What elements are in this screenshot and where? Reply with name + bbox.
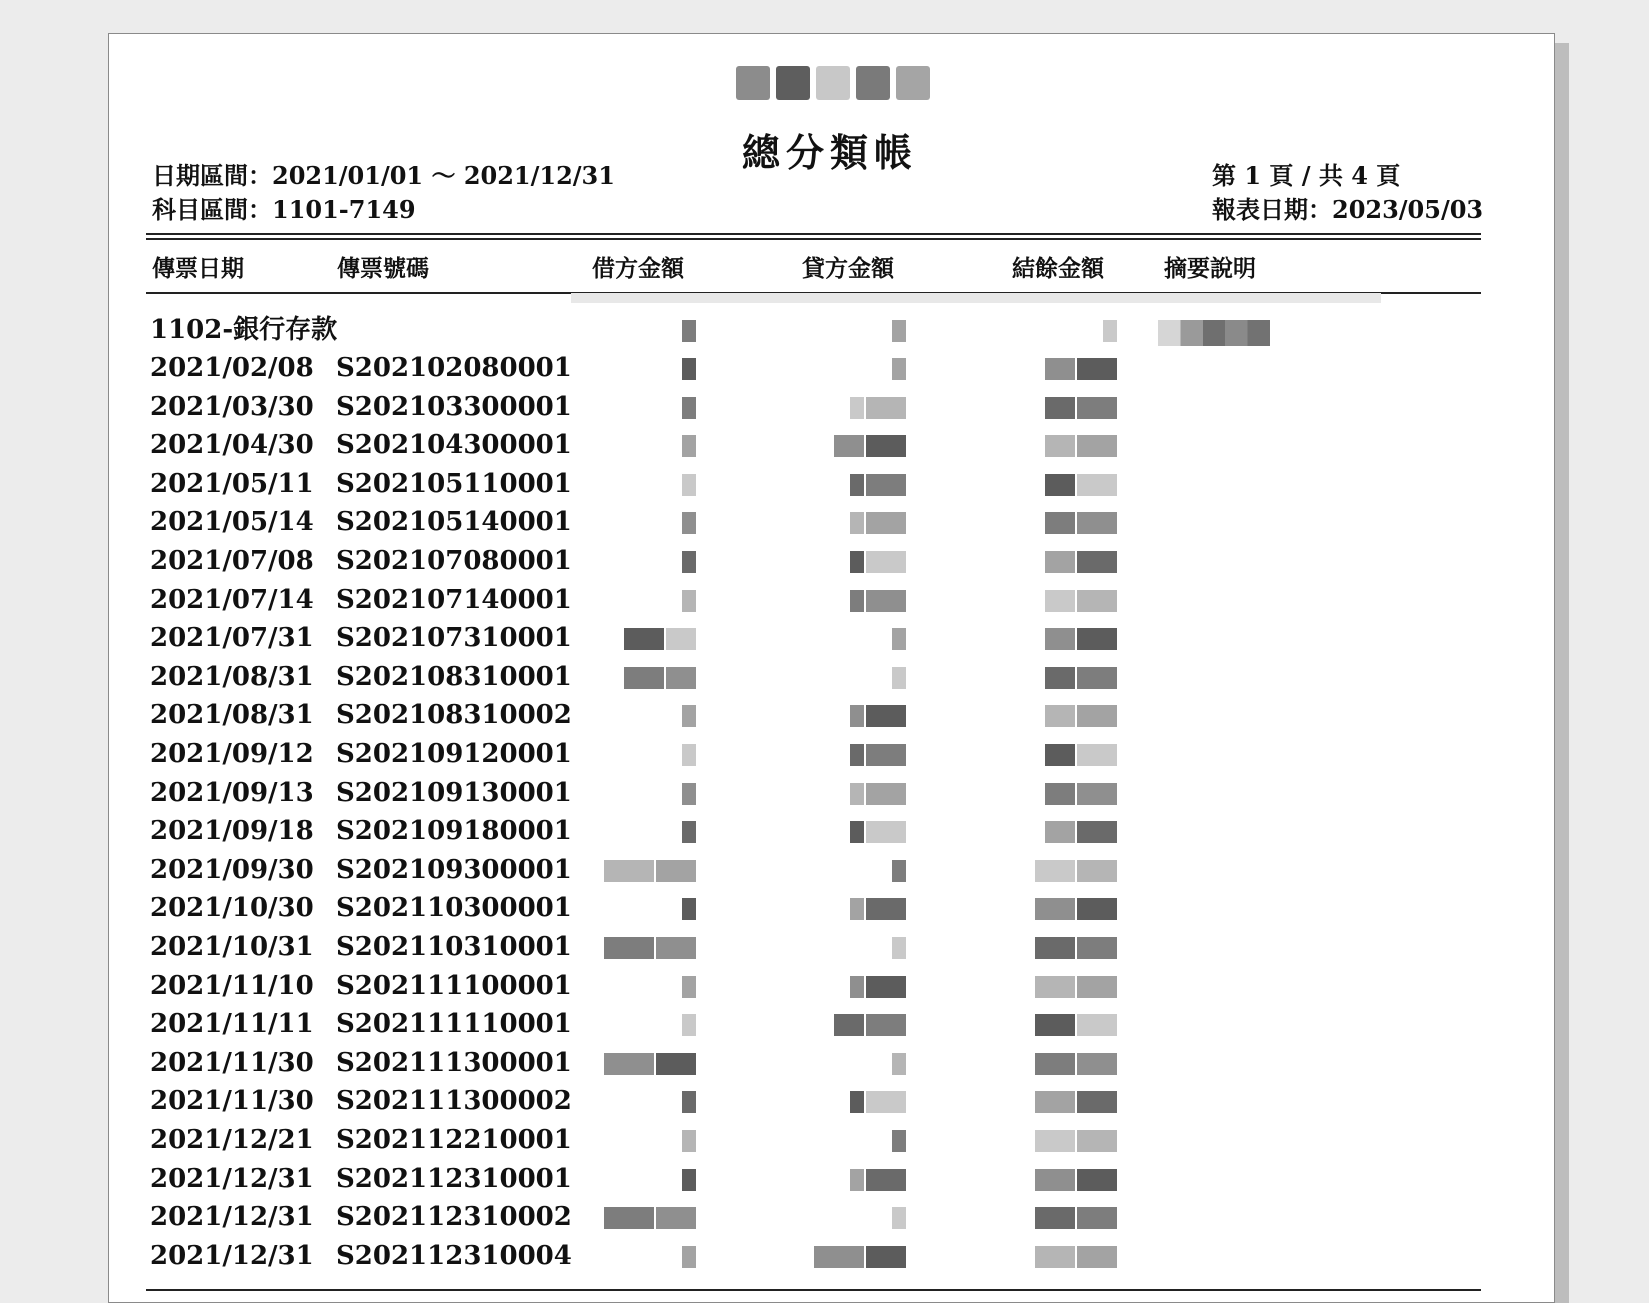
credit-amount-redacted — [834, 435, 906, 457]
voucher-number: S202112210001 — [336, 1125, 572, 1155]
report-title: 總分類帳 — [741, 130, 918, 175]
table-row — [0, 581, 1447, 619]
credit-amount-redacted — [892, 358, 906, 380]
credit-amount-redacted — [892, 1053, 906, 1075]
table-row — [0, 774, 1447, 812]
voucher-number: S202105110001 — [336, 468, 572, 499]
voucher-date: 2021/03/30 — [150, 391, 314, 422]
balance-amount-redacted — [1045, 474, 1117, 496]
credit-amount-redacted — [850, 590, 906, 612]
voucher-number: S202109300001 — [336, 854, 572, 885]
balance-amount-redacted — [1103, 320, 1117, 342]
debit-amount-redacted — [604, 1207, 696, 1229]
table-row — [0, 1005, 1447, 1043]
debit-amount-redacted — [682, 512, 696, 534]
debit-amount-redacted — [682, 821, 696, 843]
balance-amount-redacted — [1035, 1091, 1117, 1113]
voucher-number: S202110310001 — [336, 932, 572, 962]
table-row — [0, 349, 1447, 387]
table-row — [0, 658, 1447, 696]
voucher-number: S202111300002 — [336, 1086, 572, 1117]
debit-amount-redacted — [682, 551, 696, 573]
voucher-number: S202109130001 — [336, 777, 572, 808]
table-row — [0, 388, 1447, 426]
table-row — [0, 1082, 1447, 1120]
debit-amount-redacted — [682, 397, 696, 419]
voucher-date: 2021/09/18 — [150, 816, 314, 847]
debit-amount-redacted — [604, 1053, 696, 1075]
voucher-date: 2021/07/14 — [150, 584, 314, 615]
table-row — [0, 542, 1447, 580]
voucher-date: 2021/08/31 — [150, 700, 314, 731]
column-header-memo: 摘要說明 — [1164, 255, 1256, 282]
debit-amount-redacted — [682, 705, 696, 727]
voucher-number: S202104300001 — [336, 430, 572, 461]
voucher-number: S202108310002 — [336, 700, 572, 731]
credit-amount-redacted — [850, 397, 906, 419]
company-name-redacted — [720, 62, 945, 104]
balance-amount-redacted — [1045, 435, 1117, 457]
voucher-date: 2021/07/08 — [150, 546, 314, 576]
debit-amount-redacted — [624, 628, 696, 650]
balance-amount-redacted — [1045, 551, 1117, 573]
table-row — [0, 1160, 1447, 1198]
debit-amount-redacted — [682, 783, 696, 805]
balance-amount-redacted — [1035, 1014, 1117, 1036]
debit-amount-redacted — [682, 1014, 696, 1036]
debit-amount-redacted — [682, 744, 696, 766]
table-row — [0, 851, 1447, 889]
table-row — [0, 928, 1447, 966]
voucher-date: 2021/09/13 — [150, 777, 314, 808]
voucher-date: 2021/09/30 — [150, 854, 314, 885]
credit-amount-redacted — [892, 320, 906, 342]
column-header-voucher: 傳票號碼 — [337, 255, 429, 282]
debit-amount-redacted — [682, 435, 696, 457]
table-row — [0, 1237, 1447, 1275]
balance-amount-redacted — [1035, 976, 1117, 998]
credit-amount-redacted — [834, 1014, 906, 1036]
balance-amount-redacted — [1035, 937, 1117, 959]
voucher-date: 2021/07/31 — [150, 623, 314, 654]
credit-amount-redacted — [892, 1207, 906, 1229]
voucher-date: 2021/11/11 — [150, 1009, 314, 1040]
debit-amount-redacted — [682, 1246, 696, 1268]
table-row — [0, 889, 1447, 927]
debit-amount-redacted — [682, 358, 696, 380]
table-row — [0, 465, 1447, 503]
table-row — [0, 1121, 1447, 1159]
voucher-date: 2021/05/11 — [150, 468, 314, 499]
credit-amount-redacted — [892, 1130, 906, 1152]
debit-amount-redacted — [682, 976, 696, 998]
credit-amount-redacted — [850, 1091, 906, 1113]
balance-amount-redacted — [1045, 783, 1117, 805]
table-row — [0, 812, 1447, 850]
credit-amount-redacted — [850, 705, 906, 727]
balance-amount-redacted — [1045, 512, 1117, 534]
credit-amount-redacted — [892, 628, 906, 650]
balance-amount-redacted — [1035, 1053, 1117, 1075]
voucher-date: 2021/08/31 — [150, 661, 314, 692]
voucher-date: 2021/10/30 — [150, 893, 314, 924]
balance-amount-redacted — [1045, 628, 1117, 650]
balance-amount-redacted — [1035, 1246, 1117, 1268]
page-info: 第 1 頁 / 共 4 頁 — [1212, 161, 1401, 190]
account-range: 科目區間：1101-7149 — [152, 195, 416, 224]
column-header-debit: 借方金額 — [592, 255, 684, 282]
account-heading-row — [0, 311, 1447, 349]
debit-amount-redacted — [624, 667, 696, 689]
report-date: 報表日期：2023/05/03 — [1212, 195, 1484, 224]
debit-amount-redacted — [682, 474, 696, 496]
credit-amount-redacted — [892, 860, 906, 882]
balance-amount-redacted — [1045, 667, 1117, 689]
header-rule — [146, 238, 1481, 240]
credit-amount-redacted — [850, 474, 906, 496]
voucher-number: S202109120001 — [336, 739, 572, 769]
header-shade — [571, 293, 1381, 303]
voucher-date: 2021/02/08 — [150, 353, 314, 383]
debit-amount-redacted — [604, 937, 696, 959]
credit-amount-redacted — [814, 1246, 906, 1268]
voucher-date: 2021/04/30 — [150, 430, 314, 461]
table-row — [0, 967, 1447, 1005]
header-rule — [146, 233, 1481, 235]
voucher-number: S202110300001 — [336, 893, 572, 924]
voucher-number: S202111110001 — [336, 1009, 572, 1040]
debit-amount-redacted — [682, 1169, 696, 1191]
balance-amount-redacted — [1045, 397, 1117, 419]
column-header-credit: 貸方金額 — [802, 255, 894, 282]
account-heading: 1102-銀行存款 — [150, 315, 338, 345]
table-row — [0, 1044, 1447, 1082]
balance-amount-redacted — [1045, 821, 1117, 843]
voucher-date: 2021/12/31 — [150, 1240, 314, 1271]
credit-amount-redacted — [850, 744, 906, 766]
voucher-number: S202107080001 — [336, 546, 572, 576]
voucher-date: 2021/11/10 — [150, 970, 314, 1001]
debit-amount-redacted — [682, 1091, 696, 1113]
credit-amount-redacted — [850, 1169, 906, 1191]
balance-amount-redacted — [1045, 358, 1117, 380]
credit-amount-redacted — [850, 512, 906, 534]
date-range: 日期區間：2021/01/01 ～ 2021/12/31 — [152, 161, 615, 190]
debit-amount-redacted — [682, 320, 696, 342]
credit-amount-redacted — [850, 551, 906, 573]
voucher-date: 2021/12/31 — [150, 1202, 314, 1233]
voucher-number: S202107310001 — [336, 623, 572, 654]
voucher-number: S202108310001 — [336, 661, 572, 692]
credit-amount-redacted — [892, 937, 906, 959]
balance-amount-redacted — [1045, 705, 1117, 727]
voucher-number: S202105140001 — [336, 507, 572, 538]
balance-amount-redacted — [1045, 590, 1117, 612]
table-row — [0, 426, 1447, 464]
column-header-date: 傳票日期 — [152, 255, 244, 282]
footer-rule — [146, 1289, 1481, 1291]
balance-amount-redacted — [1035, 898, 1117, 920]
table-row — [0, 696, 1447, 734]
voucher-number: S202103300001 — [336, 391, 572, 422]
voucher-date: 2021/12/31 — [150, 1163, 314, 1194]
voucher-number: S202109180001 — [336, 816, 572, 847]
voucher-number: S202102080001 — [336, 353, 572, 383]
voucher-number: S202111300001 — [336, 1047, 572, 1078]
credit-amount-redacted — [850, 898, 906, 920]
voucher-date: 2021/12/21 — [150, 1125, 314, 1155]
balance-amount-redacted — [1035, 1207, 1117, 1229]
debit-amount-redacted — [604, 860, 696, 882]
credit-amount-redacted — [850, 821, 906, 843]
voucher-number: S202107140001 — [336, 584, 572, 615]
voucher-number: S202112310004 — [336, 1240, 572, 1271]
voucher-number: S202112310001 — [336, 1163, 572, 1194]
balance-amount-redacted — [1045, 744, 1117, 766]
debit-amount-redacted — [682, 590, 696, 612]
balance-amount-redacted — [1035, 1130, 1117, 1152]
balance-amount-redacted — [1035, 860, 1117, 882]
voucher-date: 2021/10/31 — [150, 932, 314, 962]
credit-amount-redacted — [850, 976, 906, 998]
table-row — [0, 619, 1447, 657]
table-row — [0, 503, 1447, 541]
debit-amount-redacted — [682, 898, 696, 920]
table-row — [0, 735, 1447, 773]
voucher-number: S202112310002 — [336, 1202, 572, 1233]
balance-amount-redacted — [1035, 1169, 1117, 1191]
credit-amount-redacted — [892, 667, 906, 689]
debit-amount-redacted — [682, 1130, 696, 1152]
voucher-number: S202111100001 — [336, 970, 572, 1001]
voucher-date: 2021/11/30 — [150, 1047, 314, 1078]
voucher-date: 2021/11/30 — [150, 1086, 314, 1117]
column-header-balance: 結餘金額 — [1012, 255, 1104, 282]
table-row — [0, 1198, 1447, 1236]
voucher-date: 2021/09/12 — [150, 739, 314, 769]
credit-amount-redacted — [850, 783, 906, 805]
voucher-date: 2021/05/14 — [150, 507, 314, 538]
